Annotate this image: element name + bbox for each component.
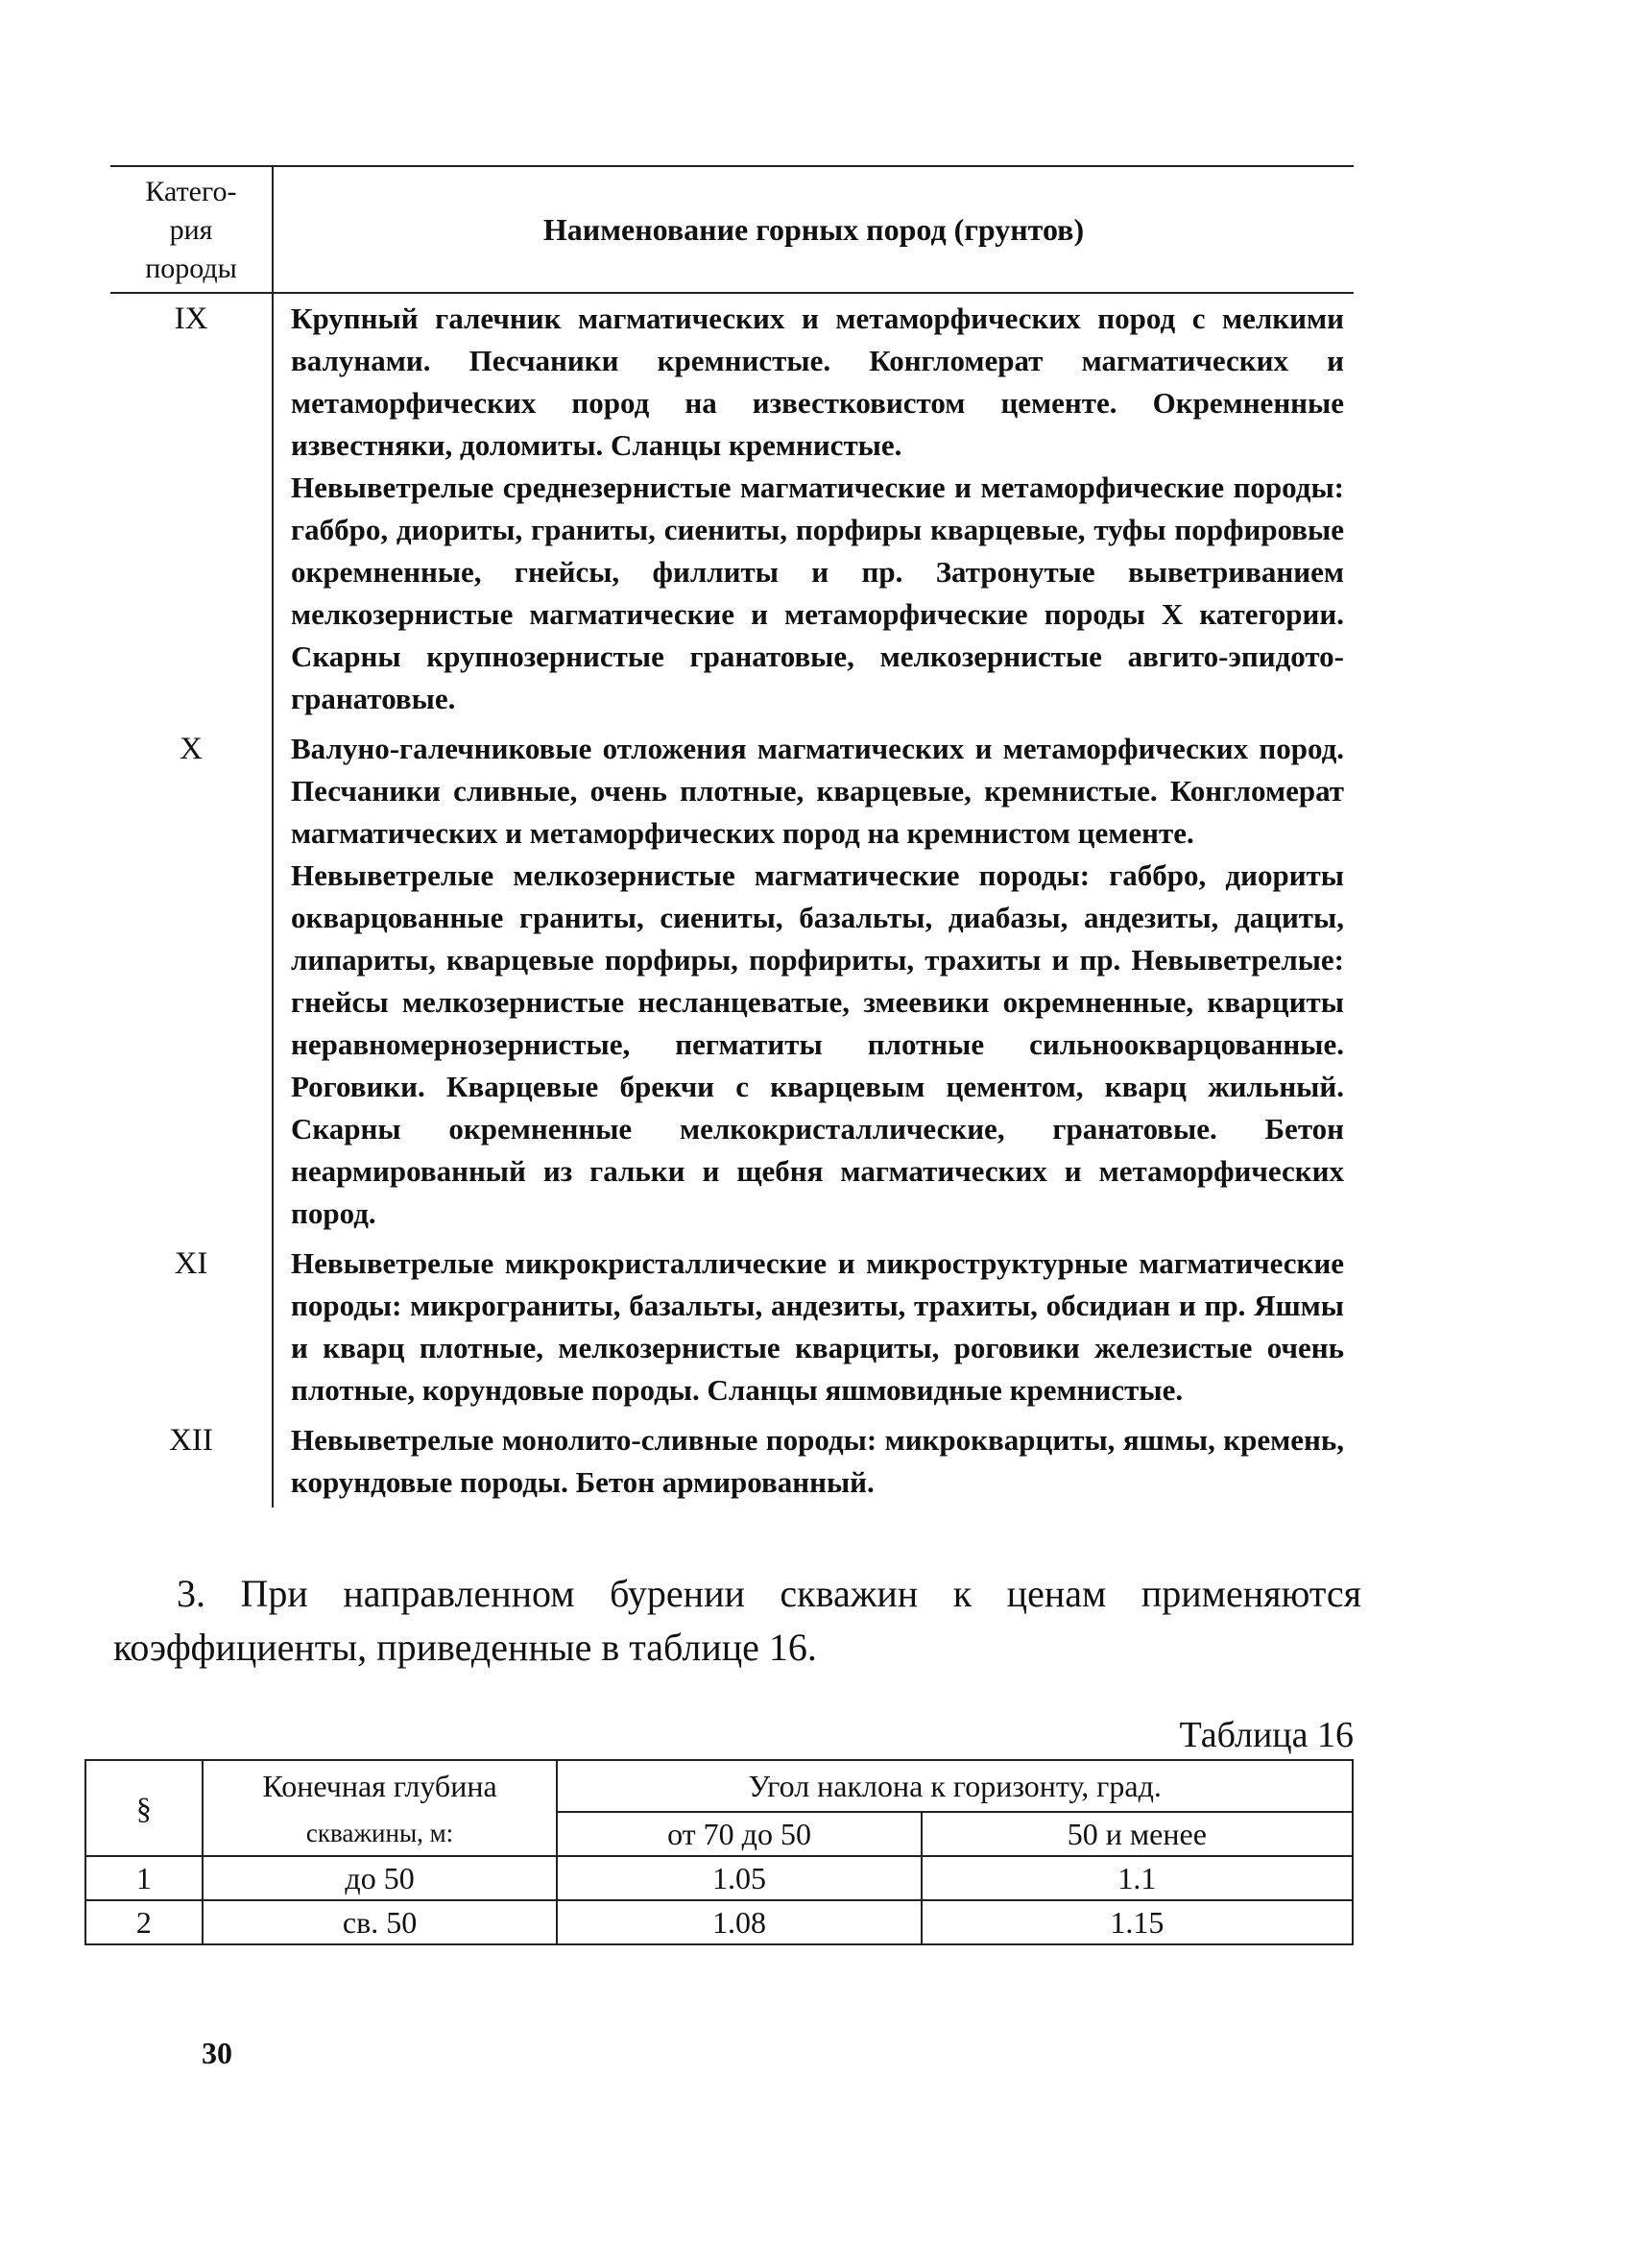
table-row: [85, 1900, 1353, 1944]
cell-v1: 1.08: [557, 1900, 921, 1944]
cell-v2: 1.15: [922, 1900, 1353, 1944]
rock-table-header: [110, 167, 1354, 294]
header-rock-name: [272, 167, 1354, 292]
col-header-depth: Конечная глубина: [203, 1760, 558, 1812]
rock-description-paragraph: Невыветрелые микрокристаллические и микроструктурные магматические породы: микрограниты, базальты, андезиты, трахиты, обсидиан и пр. Яшмы и кварц плотные, мелкозернистые кварциты, роговики железистые очень плотные, корундовые породы. Сланцы яшмовидные кремнистые.: [291, 1246, 1344, 1407]
header-category-label: Катего- рия породы: [145, 176, 237, 284]
rock-category-table: [110, 165, 1354, 1508]
table-row: [110, 1239, 1354, 1415]
col-header-depth-unit: скважины, м:: [203, 1812, 558, 1856]
rock-category: IX: [174, 302, 208, 336]
cell-v2: 1.1: [922, 1856, 1353, 1900]
rock-description-paragraph: Крупный галечник магматических и метаморфических пород с мелкими валунами. Песчаники кремнистые. Конгломерат магматических и метаморфических пород на известковистом цементе. Окремненные известняки, доломиты. Сланцы кремнистые.: [291, 302, 1344, 462]
col-header-num: §: [85, 1760, 203, 1856]
rock-description-paragraph: Валуно-галечниковые отложения магматических и метаморфических пород. Песчаники сливные, очень плотные, кварцевые, кремнистые. Конгломерат магматических и метаморфических пород на кремнистом цементе.: [291, 732, 1344, 850]
cell-num: 1: [85, 1856, 203, 1900]
table-row: [110, 724, 1354, 1239]
paragraph-text: 3. При направленном бурении скважин к ценам применяются коэффициенты, приведенные в таблице 16.: [113, 1572, 1361, 1669]
table-row: [110, 1415, 1354, 1508]
rock-category: X: [180, 732, 203, 766]
page-number: 30: [202, 2036, 232, 2070]
table-row: [110, 294, 1354, 724]
table-row: [85, 1856, 1353, 1900]
col-header-angle-sub1: от 70 до 50: [557, 1812, 921, 1856]
cell-depth: св. 50: [203, 1900, 558, 1944]
rock-description-paragraph: Невыветрелые монолито-сливные породы: микрокварциты, яшмы, кремень, корундовые породы. Бетон армированный.: [291, 1423, 1344, 1499]
cell-num: 2: [85, 1900, 203, 1944]
rock-description: [272, 724, 1354, 1239]
paragraph-3: [113, 1567, 1361, 1675]
table16-caption: Таблица 16: [1179, 1715, 1354, 1755]
rock-description: [272, 1239, 1354, 1415]
rock-description: [272, 294, 1354, 724]
header-rock-name-label: Наименование горных пород (грунтов): [542, 211, 1085, 247]
rock-description-paragraph: Невыветрелые среднезернистые магматические и метаморфические породы: габбро, диориты, граниты, сиениты, порфиры кварцевые, туфы порфировые окремненные, гнейсы, филлиты и пр. Затронутые выветриванием мелкозернистые магматические и метаморфические породы X категории. Скарны крупнозернистые гранатовые, мелкозернистые авгито-эпидото-гранатовые.: [291, 470, 1344, 715]
rock-table-body: [110, 294, 1354, 1508]
rock-category: XII: [169, 1423, 213, 1458]
cell-depth: до 50: [203, 1856, 558, 1900]
rock-category: XI: [174, 1246, 208, 1281]
rock-description-paragraph: Невыветрелые мелкозернистые магматические породы: габбро, диориты окварцованные граниты, сиениты, базальты, диабазы, андезиты, дациты, липариты, кварцевые порфиры, порфириты, трахиты и пр. Невыветрелые: гнейсы мелкозернистые несланцеватые, змеевики окремненные, кварциты неравномернозернистые, пегматиты плотные сильноокварцованные. Роговики. Кварцевые брекчи с кварцевым цементом, кварц жильный. Скарны окремненные мелкокристаллические, гранатовые. Бетон неармированный из гальки и щебня магматических и метаморфических пород.: [291, 858, 1344, 1230]
col-header-angle-sub2: 50 и менее: [922, 1812, 1353, 1856]
col-header-angle: Угол наклона к горизонту, град.: [557, 1760, 1353, 1812]
header-category: [110, 167, 272, 292]
table-16: [84, 1759, 1354, 1945]
rock-description: [272, 1415, 1354, 1508]
cell-v1: 1.05: [557, 1856, 921, 1900]
